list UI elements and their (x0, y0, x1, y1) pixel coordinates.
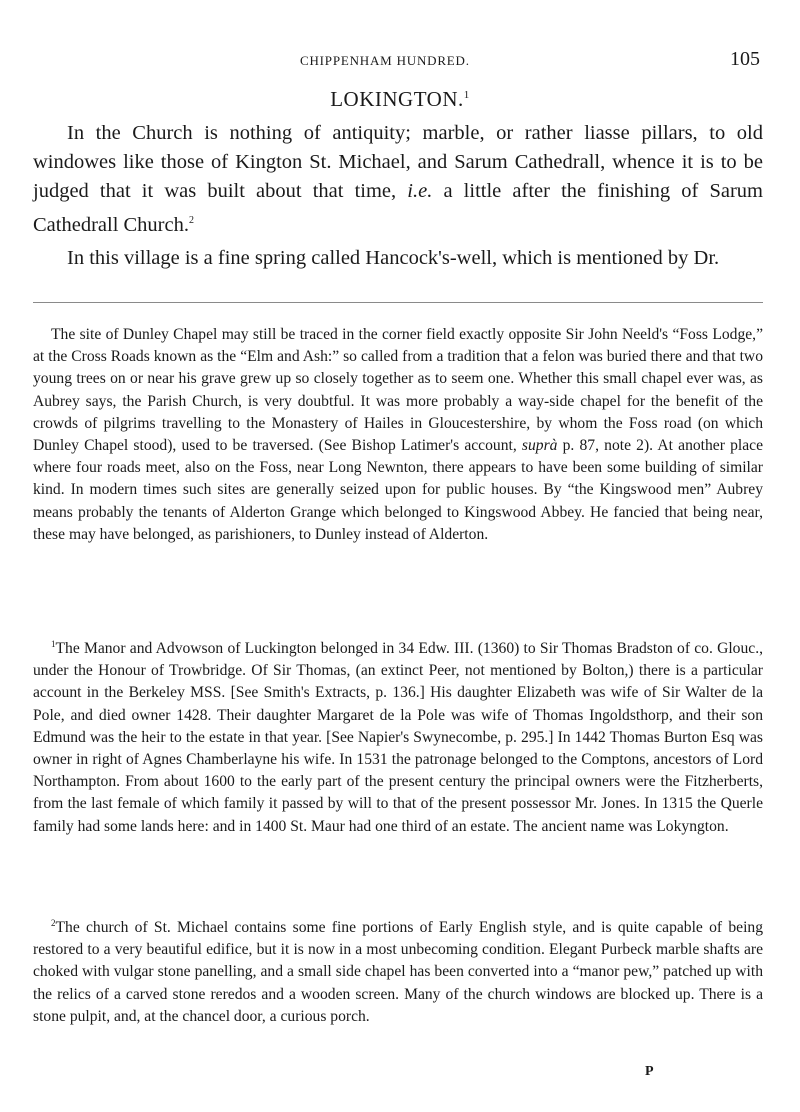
italic-abbreviation: i.e. (407, 180, 433, 202)
main-paragraph (33, 119, 763, 240)
note-text: The church of St. Michael contains some fine portions of Early English style, and is quite capable of being restored to a very beautiful edifice, but it is now in a most unbecoming condition. Elegant Purbeck marble shafts are choked with vulgar stone panelling, and a small side chapel has been converted into a “manor pew,” patched up with the relics of a carved stone reredos and a wooden screen. Many of the church windows are blocked up. There is a stone pulpit, and, at the chancel door, a curious porch. (33, 919, 763, 1025)
running-title: CHIPPENHAM HUNDRED. (300, 53, 470, 68)
section-title-text: LOKINGTON. (330, 87, 464, 111)
running-head (0, 48, 800, 72)
note-text: The site of Dunley Chapel may still be traced in the corner field exactly opposite Sir John Neeld's “Foss Lodge,” at the Cross Roads known as the “Elm and Ash:” so called from a tradition that a felon was buried there and that two young trees on or near his grave grew up so closely together as to seem one. Whether this small chapel ever was, as Aubrey says, the Parish Church, is very doubtful. It was more probably a way-side chapel for the benefit of the crowds of pilgrims travelling to the Monastery of Hailes in Gloucestershire, by whom the Foss road (on which Dunley Chapel stood), used to be traversed. (See Bishop Latimer's account, (33, 326, 763, 455)
note-text: The Manor and Advowson of Luckington belonged in 34 Edw. III. (1360) to Sir Thomas Bradston of co. Glouc., under the Honour of Trowbridge. Of Sir Thomas, (an extinct Peer, not mentioned by Bolton,) there is a particular account in the Berkeley MSS. [See Smith's Extracts, p. 136.] His daughter Elizabeth was wife of Sir Walter de la Pole, and died owner 1428. Their daughter Margaret de la Pole was wife of Thomas Ingoldsthorp, and their son Edmund was the heir to the estate in that year. [See Napier's Swynecombe, p. 295.] In 1442 Thomas Burton Esq was owner in right of Agnes Chamberlayne his wife. In 1531 the patronage belonged to the Comptons, ancestors of Lord Northampton. From about 1600 to the early part of the present century the principal owners were the Fitzherberts, from the last female of which family it passed by will to that of the present possessor Mr. Jones. In 1315 the Querle family had some lands here: and in 1400 St. Maur had one third of an estate. The ancient name was Lokyngton. (33, 640, 763, 835)
footnote-1 (33, 633, 763, 838)
footnote-marker: 2 (51, 918, 56, 928)
note-paragraph (33, 633, 763, 838)
footnote-ref: 1 (463, 89, 470, 101)
footnote-marker: 1 (51, 639, 56, 649)
main-paragraph-text: In the Church is nothing of antiquity; marble, or rather liasse pillars, to old windowes like those of Kington St. Michael, and Sarum Cathedrall, whence it is to be judged that it was built about that time, (33, 122, 763, 202)
page-number: 105 (730, 48, 760, 70)
footnote-2 (33, 912, 763, 1028)
note-dunley-chapel (33, 324, 763, 546)
footnote-ref: 2 (188, 215, 194, 226)
section-title (0, 87, 800, 112)
main-paragraph: In this village is a fine spring called Hancock's-well, which is mentioned by Dr. (67, 247, 720, 269)
italic-word: suprà (521, 437, 558, 455)
note-paragraph (33, 324, 763, 546)
note-text: p. 87, note 2). At another place where four roads meet, also on the Foss, near Long Newnton, there appears to have been some building of similar kind. In modern times such sites are generally seized upon for public houses. By “the Kingswood men” Aubrey means probably the tenants of Alderton Grange which belonged to Kingswood Abbey. He fancied that being near, these may have belonged, as parishioners, to Dunley instead of Alderton. (33, 437, 763, 543)
signature-mark: P (645, 1064, 654, 1079)
main-paragraph-text: a little after the finishing of Sarum Cathedrall Church. (33, 180, 763, 236)
main-text (33, 119, 763, 273)
note-paragraph (33, 912, 763, 1028)
footnote-separator (33, 302, 763, 303)
